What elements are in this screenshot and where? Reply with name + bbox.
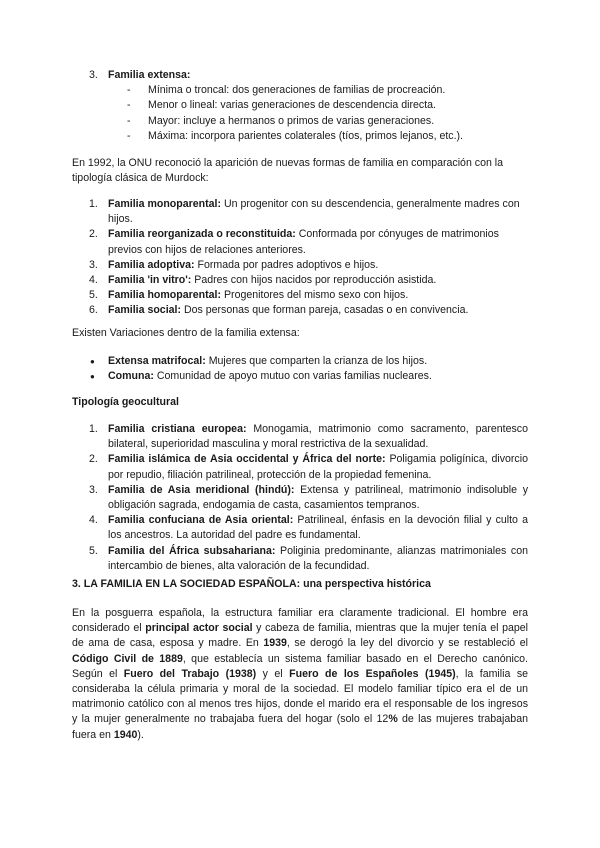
paragraph-bold: Fuero de los Españoles (1945)	[289, 667, 456, 680]
paragraph-text: ).	[137, 728, 144, 741]
dash-marker: -	[127, 84, 131, 97]
item-number: 3.	[89, 69, 98, 81]
paragraph-bold: Código Civil de 1889	[72, 652, 183, 665]
bullet-icon: ●	[90, 357, 95, 366]
item-number: 1.	[89, 423, 98, 435]
item-term: Familia homoparental:	[108, 289, 222, 302]
paragraph-text: , la familia se consideraba la célula primaria y moral de la sociedad. El modelo familiar típico era el de un matrimonio católico con al menos tres hijos, donde el marido era el responsable de los ingresos y la mujer generalmente no trabajaba fuera del hogar (solo el 12	[72, 667, 529, 726]
list-item	[72, 68, 528, 83]
list-item	[72, 369, 528, 384]
item-desc: Progenitores del mismo sexo con hijos.	[223, 289, 409, 302]
item-number: 3.	[89, 258, 98, 271]
item-desc: Comunidad de apoyo mutuo con varias familias nucleares.	[156, 370, 432, 383]
item-term: Familia extensa:	[108, 69, 191, 81]
list-item	[72, 354, 528, 369]
item-number: 3.	[89, 483, 98, 496]
list-item	[72, 288, 528, 303]
sub-item-text: Mínima o troncal: dos generaciones de familias de procreación.	[148, 84, 446, 97]
nuevas-formas-list	[72, 197, 528, 319]
item-number: 6.	[89, 304, 98, 317]
paragraph-bold: Fuero del Trabajo (1938)	[123, 667, 257, 680]
variaciones-intro-paragraph: Existen Variaciones dentro de la familia extensa:	[72, 327, 300, 339]
item-number: 2.	[89, 228, 98, 241]
item-term: Comuna:	[108, 370, 154, 383]
list-item	[72, 544, 528, 574]
familia-extensa-block	[72, 68, 528, 144]
item-desc: Conformada por cónyuges de matrimonios previos con hijos de relaciones anteriores.	[108, 228, 499, 256]
item-desc: Un progenitor con su descendencia, generalmente madres con hijos.	[108, 198, 520, 226]
item-number: 1.	[89, 198, 98, 210]
paragraph-bold: principal actor social	[145, 622, 253, 635]
sub-list-item	[72, 98, 528, 113]
item-term: Extensa matrifocal:	[108, 355, 206, 367]
item-desc: Poligamia poligínica, divorcio por repudio, filiación patrilineal, protección de la propiedad femenina.	[108, 453, 528, 481]
item-term: Familia de Asia meridional (hindú):	[108, 483, 295, 496]
bullet-icon: ●	[90, 372, 95, 382]
sub-item-text: Menor o lineal: varias generaciones de descendencia directa.	[148, 99, 436, 112]
list-item	[72, 197, 528, 227]
onu-intro-paragraph: En 1992, la ONU reconoció la aparición de nuevas formas de familia en comparación con la tipología clásica de Murdock:	[72, 157, 504, 185]
item-desc: Mujeres que comparten la crianza de los hijos.	[208, 355, 428, 367]
paragraph-bold: 1940	[113, 728, 138, 741]
paragraph-text: , se derogó la ley del divorcio y se restableció el	[286, 637, 528, 650]
sub-list-item	[72, 83, 528, 98]
item-desc: Dos personas que forman pareja, casadas o en convivencia.	[183, 304, 469, 317]
item-term: Familia monoparental:	[108, 198, 222, 210]
item-desc: Extensa y patrilineal, matrimonio indisoluble y obligación sagrada, endogamia de casta, casamientos tempranos.	[108, 483, 528, 512]
item-number: 4.	[89, 514, 98, 527]
item-desc: Formada por padres adoptivos e hijos.	[197, 258, 379, 271]
paragraph-bold: %	[388, 713, 398, 726]
item-number: 5.	[89, 544, 98, 557]
item-desc: Patrilineal, énfasis en la devoción filial y culto a los ancestros. La autoridad del padre es fundamental.	[108, 514, 528, 542]
list-item	[72, 227, 528, 257]
section-3-paragraph	[72, 606, 528, 743]
list-item	[72, 452, 528, 482]
item-term: Familia cristiana europea:	[108, 423, 247, 435]
list-item	[72, 513, 528, 543]
item-term: Familia confuciana de Asia oriental:	[108, 514, 294, 527]
dash-marker: -	[127, 99, 131, 112]
geocultural-heading: Tipología geocultural	[72, 396, 179, 408]
dash-marker: -	[127, 129, 131, 142]
item-desc: Padres con hijos nacidos por reproducción asistida.	[194, 274, 437, 287]
item-term: Familia islámica de Asia occidental y África del norte:	[108, 453, 386, 466]
list-item	[72, 483, 528, 513]
variaciones-list	[72, 354, 528, 384]
item-term: Familia reorganizada o reconstituida:	[108, 228, 296, 241]
item-term: Familia del África subsahariana:	[108, 544, 276, 557]
item-number: 4.	[89, 274, 98, 287]
sub-item-text: Máxima: incorpora parientes colaterales (tíos, primos lejanos, etc.).	[148, 129, 463, 142]
geocultural-list	[72, 422, 528, 574]
paragraph-text: y el	[256, 667, 290, 680]
item-number: 2.	[89, 453, 98, 466]
item-number: 5.	[89, 289, 98, 302]
item-term: Familia social:	[108, 304, 182, 317]
sub-item-text: Mayor: incluye a hermanos o primos de varias generaciones.	[148, 114, 435, 127]
list-item	[72, 303, 528, 318]
item-term: Familia adoptiva:	[108, 258, 195, 271]
paragraph-text: de las mujeres trabajaban fuera en	[72, 713, 528, 741]
section-3-heading: 3. LA FAMILIA EN LA SOCIEDAD ESPAÑOLA: una perspectiva histórica	[72, 578, 431, 590]
paragraph-text: En la posguerra española, la estructura familiar era claramente tradicional. El hombre era considerado el	[72, 607, 528, 635]
item-desc: Monogamia, matrimonio como sacramento, parentesco bilateral, superioridad masculina y moral restrictiva de la sexualidad.	[108, 423, 528, 451]
paragraph-bold: 1939	[263, 637, 287, 650]
item-desc: Poliginia predominante, alianzas matrimoniales con intercambio de bienes, alta valoración de la fecundidad.	[108, 544, 529, 572]
sub-list-item	[72, 129, 528, 144]
dash-marker: -	[127, 114, 131, 127]
sub-list-item	[72, 114, 528, 129]
list-item	[72, 422, 528, 452]
list-item	[72, 273, 528, 288]
paragraph-text: y cabeza de familia, mientras que la mujer tenía el papel de ama de casa, esposa y madre. En	[72, 622, 528, 650]
item-term: Familia 'in vitro':	[108, 274, 192, 287]
paragraph-text: , que establecía un sistema familiar basado en el Derecho canónico. Según el	[72, 652, 528, 680]
list-item	[72, 258, 528, 273]
